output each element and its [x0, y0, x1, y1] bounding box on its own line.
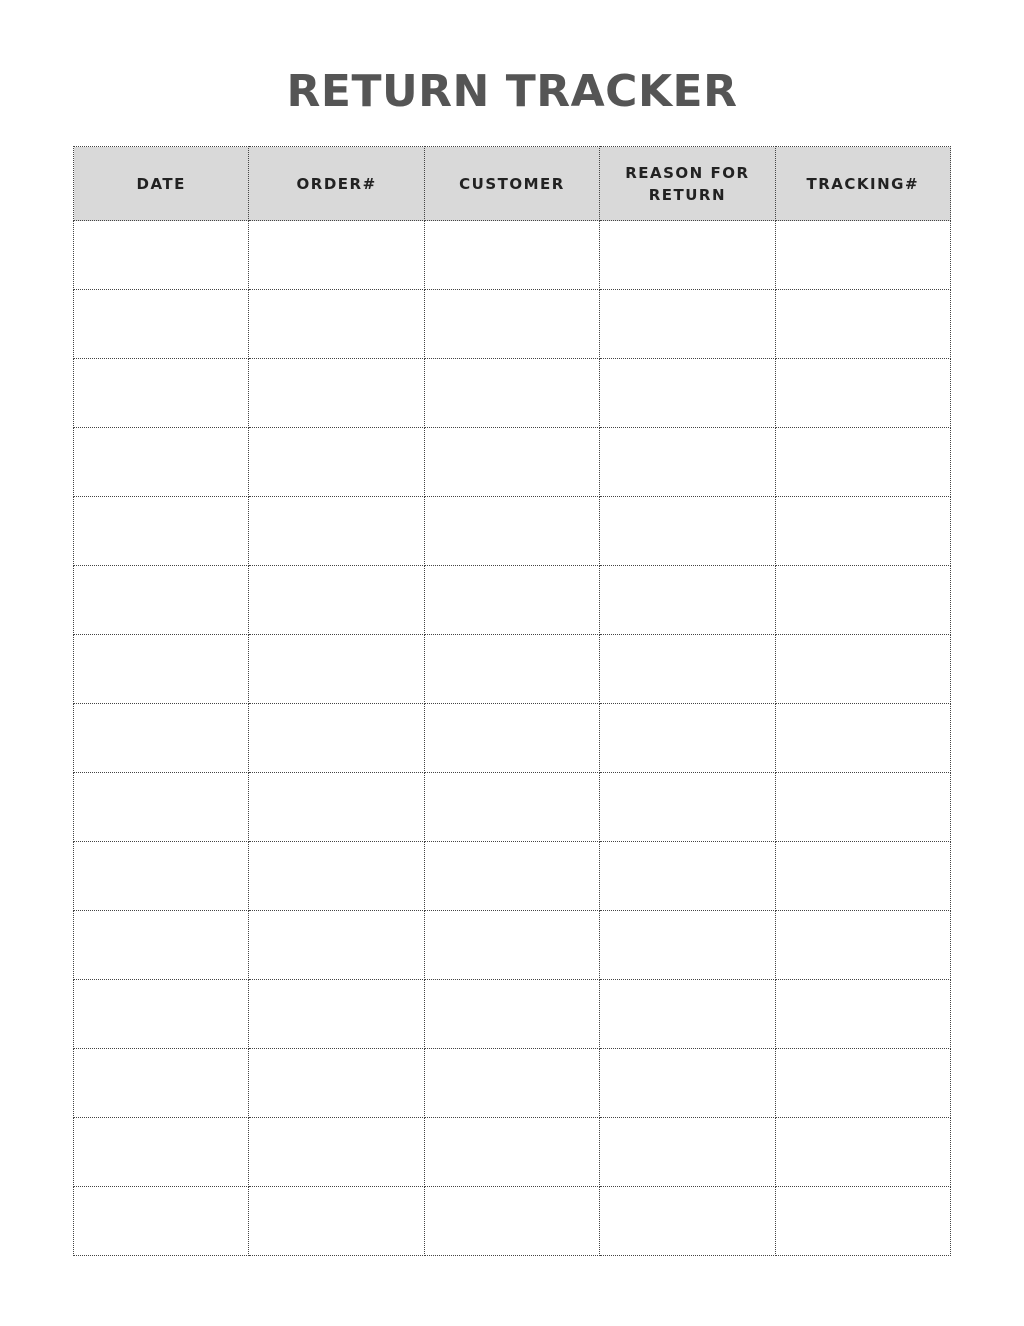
cell-tracking-number[interactable] [775, 1187, 950, 1256]
cell-date[interactable] [74, 359, 249, 428]
cell-tracking-number[interactable] [775, 359, 950, 428]
cell-order-number[interactable] [249, 911, 424, 980]
cell-date[interactable] [74, 1118, 249, 1187]
cell-date[interactable] [74, 290, 249, 359]
table-row [74, 635, 951, 704]
cell-reason-for-return[interactable] [600, 1118, 775, 1187]
table-row [74, 704, 951, 773]
cell-reason-for-return[interactable] [600, 980, 775, 1049]
cell-reason-for-return[interactable] [600, 842, 775, 911]
cell-customer[interactable] [424, 359, 599, 428]
cell-date[interactable] [74, 1049, 249, 1118]
column-header-order-number: ORDER# [249, 147, 424, 221]
cell-reason-for-return[interactable] [600, 704, 775, 773]
cell-tracking-number[interactable] [775, 980, 950, 1049]
cell-order-number[interactable] [249, 1118, 424, 1187]
cell-reason-for-return[interactable] [600, 911, 775, 980]
cell-customer[interactable] [424, 497, 599, 566]
cell-order-number[interactable] [249, 1049, 424, 1118]
cell-order-number[interactable] [249, 842, 424, 911]
cell-tracking-number[interactable] [775, 773, 950, 842]
table-row [74, 428, 951, 497]
cell-order-number[interactable] [249, 221, 424, 290]
table-row [74, 497, 951, 566]
cell-order-number[interactable] [249, 635, 424, 704]
cell-order-number[interactable] [249, 497, 424, 566]
cell-customer[interactable] [424, 911, 599, 980]
cell-date[interactable] [74, 428, 249, 497]
column-header-tracking-number: TRACKING# [775, 147, 950, 221]
cell-date[interactable] [74, 773, 249, 842]
table-row [74, 842, 951, 911]
cell-tracking-number[interactable] [775, 911, 950, 980]
cell-tracking-number[interactable] [775, 290, 950, 359]
cell-tracking-number[interactable] [775, 1118, 950, 1187]
table-row [74, 359, 951, 428]
cell-order-number[interactable] [249, 980, 424, 1049]
cell-customer[interactable] [424, 428, 599, 497]
cell-date[interactable] [74, 704, 249, 773]
cell-order-number[interactable] [249, 359, 424, 428]
column-header-customer: CUSTOMER [424, 147, 599, 221]
column-header-reason-for-return: REASON FOR RETURN [600, 147, 775, 221]
cell-tracking-number[interactable] [775, 428, 950, 497]
cell-reason-for-return[interactable] [600, 221, 775, 290]
cell-reason-for-return[interactable] [600, 497, 775, 566]
table-row [74, 221, 951, 290]
cell-order-number[interactable] [249, 773, 424, 842]
cell-tracking-number[interactable] [775, 497, 950, 566]
table-row [74, 1187, 951, 1256]
table-body [74, 221, 951, 1256]
cell-reason-for-return[interactable] [600, 359, 775, 428]
cell-customer[interactable] [424, 842, 599, 911]
cell-customer[interactable] [424, 635, 599, 704]
cell-reason-for-return[interactable] [600, 566, 775, 635]
cell-order-number[interactable] [249, 290, 424, 359]
page-title: RETURN TRACKER [286, 66, 738, 117]
cell-reason-for-return[interactable] [600, 1049, 775, 1118]
table-row [74, 566, 951, 635]
cell-order-number[interactable] [249, 704, 424, 773]
cell-reason-for-return[interactable] [600, 773, 775, 842]
cell-tracking-number[interactable] [775, 1049, 950, 1118]
return-tracker-table [73, 146, 951, 1256]
cell-date[interactable] [74, 566, 249, 635]
table-row [74, 1118, 951, 1187]
cell-customer[interactable] [424, 773, 599, 842]
cell-customer[interactable] [424, 980, 599, 1049]
cell-customer[interactable] [424, 1187, 599, 1256]
cell-date[interactable] [74, 635, 249, 704]
cell-date[interactable] [74, 842, 249, 911]
cell-tracking-number[interactable] [775, 842, 950, 911]
cell-customer[interactable] [424, 1118, 599, 1187]
cell-date[interactable] [74, 1187, 249, 1256]
column-header-date: DATE [74, 147, 249, 221]
cell-customer[interactable] [424, 1049, 599, 1118]
cell-reason-for-return[interactable] [600, 290, 775, 359]
cell-tracking-number[interactable] [775, 566, 950, 635]
cell-customer[interactable] [424, 704, 599, 773]
cell-customer[interactable] [424, 221, 599, 290]
table-row [74, 290, 951, 359]
header-row [74, 147, 951, 221]
cell-reason-for-return[interactable] [600, 428, 775, 497]
cell-reason-for-return[interactable] [600, 1187, 775, 1256]
cell-order-number[interactable] [249, 1187, 424, 1256]
cell-tracking-number[interactable] [775, 704, 950, 773]
table-row [74, 911, 951, 980]
cell-customer[interactable] [424, 566, 599, 635]
table-row [74, 1049, 951, 1118]
cell-tracking-number[interactable] [775, 221, 950, 290]
table-row [74, 980, 951, 1049]
cell-date[interactable] [74, 221, 249, 290]
table-row [74, 773, 951, 842]
cell-order-number[interactable] [249, 428, 424, 497]
cell-date[interactable] [74, 497, 249, 566]
cell-tracking-number[interactable] [775, 635, 950, 704]
cell-date[interactable] [74, 911, 249, 980]
cell-customer[interactable] [424, 290, 599, 359]
table-header [74, 147, 951, 221]
cell-order-number[interactable] [249, 566, 424, 635]
cell-date[interactable] [74, 980, 249, 1049]
cell-reason-for-return[interactable] [600, 635, 775, 704]
